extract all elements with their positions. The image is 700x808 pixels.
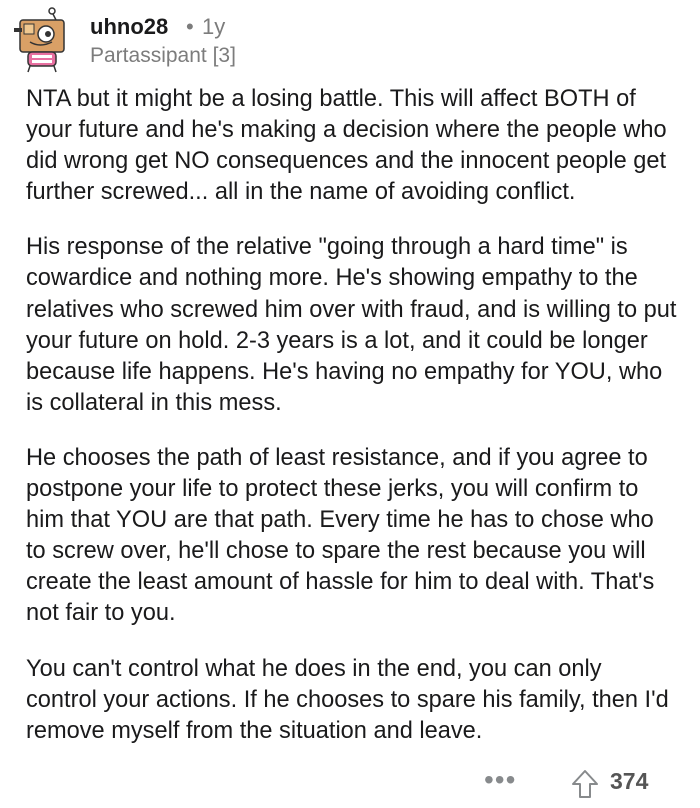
separator-dot: • [186, 14, 194, 39]
comment-age: 1y [202, 14, 226, 39]
avatar-icon[interactable] [10, 6, 78, 74]
comment-header [0, 0, 700, 80]
comment-paragraph: His response of the relative "going through a hard time" is cowardice and nothing more. He's showing empathy to the relatives who screwed him over with fraud, and is willing to put your future on hold. 2-3 years is a lot, and it could be longer because life happens. He's having no empathy for YOU, who is collateral in this mess. [26, 234, 677, 416]
username[interactable]: uhno28 [90, 14, 169, 39]
comment-body [26, 84, 678, 771]
more-options-icon[interactable]: ••• [484, 764, 517, 795]
upvote-arrow-icon[interactable] [570, 768, 600, 800]
comment-paragraph: You can't control what he does in the end, you can only control your actions. If he chooses to spare his family, then I'd remove myself from the situation and leave. [26, 655, 669, 744]
vote-score: 374 [610, 768, 649, 794]
comment-paragraph: NTA but it might be a losing battle. This will affect BOTH of your future and he's making a decision where the people who did wrong get NO consequences and the innocent people get further screwed... all in the name of avoiding conflict. [26, 86, 667, 206]
comment-actions [0, 760, 700, 808]
user-flair: Partassipant [3] [90, 44, 236, 67]
comment-paragraph: He chooses the path of least resistance, and if you agree to postpone your life to protect these jerks, you will confirm to him that YOU are that path. Every time he has to chose who to screw over, he'll chose to spare the rest because you will create the least amount of hassle for him to deal with. That's not fair to you. [26, 444, 655, 627]
